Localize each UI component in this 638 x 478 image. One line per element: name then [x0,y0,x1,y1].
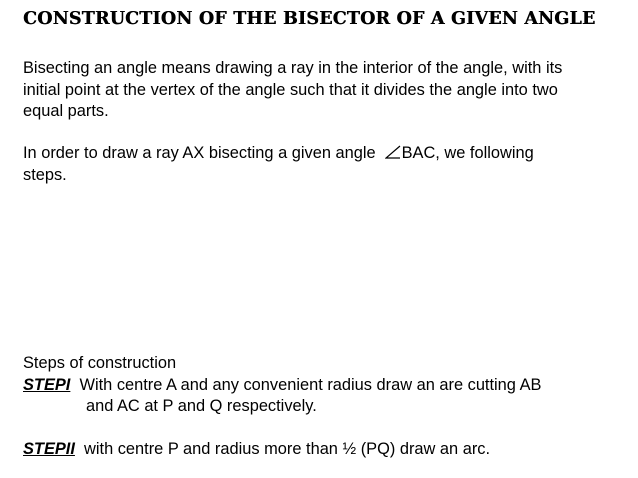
procedure-paragraph [23,143,534,186]
construction-section [23,353,541,461]
procedure-line-2: steps. [23,165,67,184]
step-1-label: STEPI [23,375,71,394]
intro-line-1: Bisecting an angle means drawing a ray in the interior of the angle, with its [23,59,563,77]
procedure-line-1 [23,143,534,165]
angle-symbol-icon [385,145,401,159]
procedure-text-after: BAC, we following [401,144,534,162]
step-1-continuation: and AC at P and Q respectively. [86,397,317,415]
intro-paragraph [23,58,562,123]
intro-line-2: initial point at the vertex of the angle such that it divides the angle into two [23,80,558,99]
step-1-text: With centre A and any convenient radius draw an are cutting AB [79,375,542,394]
procedure-text-before: In order to draw a ray AX bisecting a given angle [23,144,376,162]
construction-heading: Steps of construction [23,354,177,372]
step-1-line [23,375,541,397]
page-title: CONSTRUCTION OF THE BISECTOR OF A GIVEN ANGLE [23,9,596,29]
step-2-label: STEPII [23,440,75,458]
step-2-text: with centre P and radius more than ½ (PQ) draw an arc. [84,440,491,458]
step-2-line [23,439,541,461]
blank-line [23,418,541,440]
step-1-continuation-line [23,396,541,418]
intro-line-3: equal parts. [23,102,109,120]
